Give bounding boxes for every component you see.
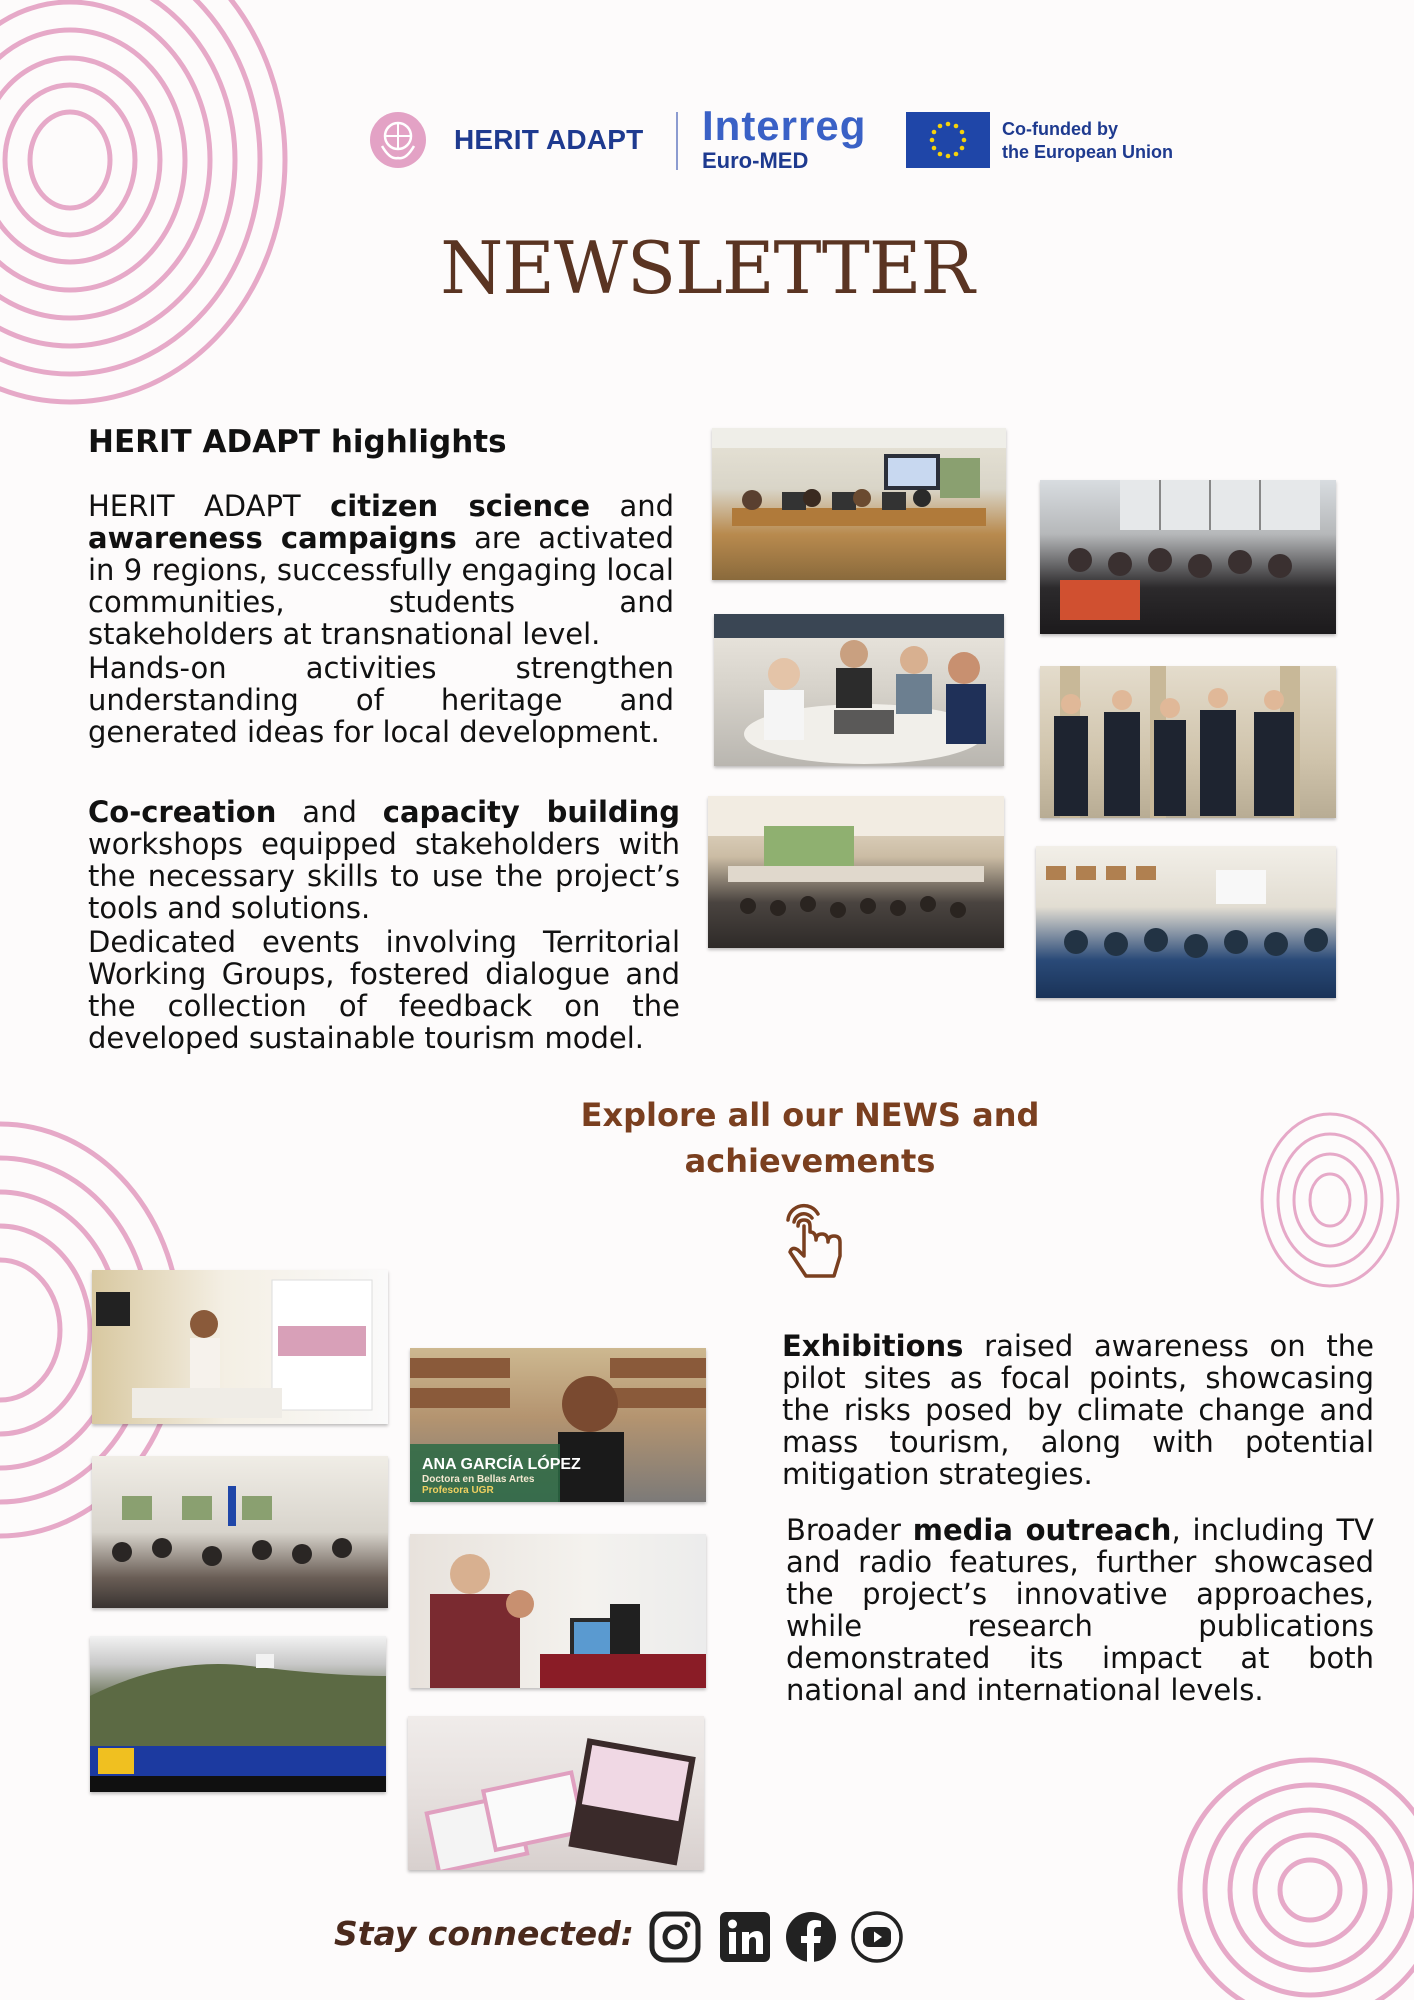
photo-exhibition-stand bbox=[92, 1270, 388, 1424]
photo-interactive-display bbox=[410, 1534, 706, 1688]
decorative-swirl-top-left bbox=[0, 0, 380, 440]
highlights-paragraph-4: Dedicated events involving Territorial Working Groups, fostered dialogue and the collection of feedback on the developed sustainable tourism model. bbox=[88, 925, 680, 1055]
highlights-paragraph-1: HERIT ADAPT citizen science and awareness campaigns are activated in 9 regions, successfully engaging local communities, students and stakeholders at transnational level. bbox=[88, 489, 675, 651]
media-outreach-paragraph: Broader media outreach, including TV and radio features, further showcased the project’s innovative approaches, while research publications demonstrated its impact at both national and international levels. bbox=[786, 1513, 1374, 1707]
facebook-icon[interactable] bbox=[784, 1910, 838, 1964]
interview-role2: Profesora UGR bbox=[422, 1485, 494, 1496]
decorative-swirl-bottom-right bbox=[1120, 1720, 1414, 2000]
partner-logos bbox=[370, 102, 1190, 178]
photo-classroom-workshop bbox=[712, 428, 1006, 580]
herit-adapt-logo-icon bbox=[370, 112, 426, 168]
photo-seminar-room bbox=[1036, 846, 1336, 998]
interreg-subtitle: Euro-MED bbox=[702, 148, 809, 173]
instagram-icon[interactable] bbox=[648, 1910, 702, 1964]
photo-gallery-visitors bbox=[92, 1456, 388, 1608]
photo-brochures bbox=[408, 1716, 704, 1870]
eu-funding-text bbox=[1002, 118, 1173, 164]
pointing-hand-icon[interactable] bbox=[778, 1196, 852, 1286]
interview-role: Doctora en Bellas Artes bbox=[422, 1474, 535, 1485]
highlights-paragraph-3: Co-creation and capacity building workshops equipped stakeholders with the necessary skills to use the project’s tools and solutions. bbox=[88, 795, 680, 925]
logo-divider bbox=[676, 112, 678, 170]
herit-adapt-name: HERIT ADAPT bbox=[454, 124, 644, 155]
photo-museum-audience bbox=[1040, 480, 1336, 634]
youtube-icon[interactable] bbox=[850, 1910, 904, 1964]
stay-connected-label: Stay connected: bbox=[334, 1914, 634, 1953]
highlights-heading: HERIT ADAPT highlights bbox=[88, 424, 507, 460]
eu-funding-line1: Co-funded by bbox=[1002, 119, 1118, 139]
exhibitions-paragraph: Exhibitions raised awareness on the pilot sites as focal points, showcasing the risks posed by climate change and mass tourism, along with potential mitigation strategies. bbox=[782, 1329, 1374, 1491]
interreg-logo-text: Interreg bbox=[702, 102, 867, 149]
photo-roundtable-meeting bbox=[714, 614, 1004, 766]
decorative-swirl-mid-right bbox=[1230, 1060, 1414, 1290]
interview-caption bbox=[422, 1456, 581, 1496]
eu-flag-icon bbox=[906, 112, 990, 168]
explore-news-link[interactable]: Explore all our NEWS and achievements bbox=[580, 1096, 1040, 1180]
photo-tv-interview bbox=[410, 1348, 706, 1502]
photo-tv-broadcast-landscape bbox=[90, 1636, 386, 1792]
eu-funding-line2: the European Union bbox=[1002, 142, 1173, 162]
page-title: NEWSLETTER bbox=[440, 226, 974, 310]
interview-name: ANA GARCÍA LÓPEZ bbox=[422, 1456, 581, 1473]
linkedin-icon[interactable] bbox=[718, 1910, 772, 1964]
photo-official-group bbox=[1040, 666, 1336, 818]
highlights-paragraph-2: Hands-on activities strengthen understanding of heritage and generated ideas for local development. bbox=[88, 651, 674, 749]
photo-conference-hall bbox=[708, 796, 1004, 948]
